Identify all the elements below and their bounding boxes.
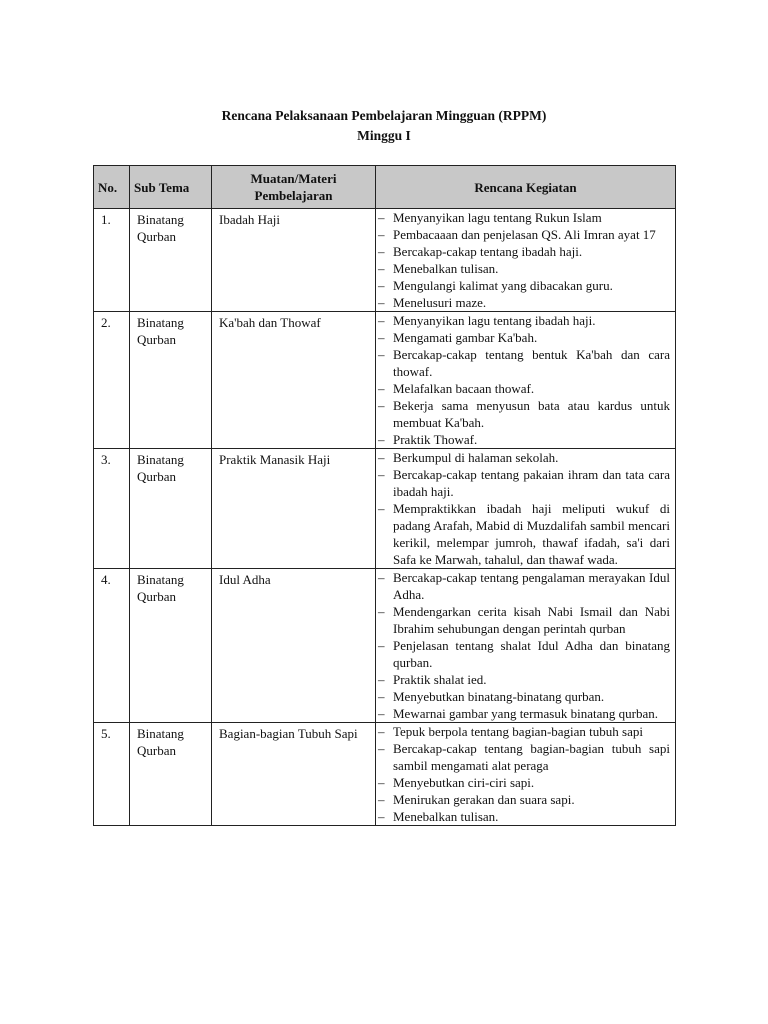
- sub-tema-cell: Binatang Qurban: [130, 449, 212, 569]
- kegiatan-cell: [376, 569, 676, 723]
- row-number: 1.: [94, 209, 130, 312]
- muatan-cell: [212, 209, 376, 312]
- table-row: [94, 312, 676, 449]
- kegiatan-item: – Bercakap-cakap tentang bentuk Ka'bah dan cara thowaf.: [376, 346, 675, 380]
- table-body: [94, 209, 676, 826]
- muatan-text: Praktik Manasik Haji: [219, 452, 331, 467]
- kegiatan-item: – Bercakap-cakap tentang ibadah haji.: [376, 243, 675, 260]
- kegiatan-item: – Mempraktikkan ibadah haji meliputi wukuf di padang Arafah, Mabid di Muzdalifah sambil mencari kerikil, melempar jumroh, thawaf ifadah, sa'i dari Safa ke Marwah, tahalul, dan thawaf wada.: [376, 500, 675, 568]
- muatan-text: Bagian-bagian Tubuh Sapi: [219, 726, 358, 741]
- table-row: [94, 449, 676, 569]
- muatan-text: Ka'bah dan Thowaf: [219, 315, 321, 330]
- kegiatan-item: – Mewarnai gambar yang termasuk binatang qurban.: [376, 705, 675, 722]
- kegiatan-cell: [376, 723, 676, 826]
- table-header-row: [94, 166, 676, 209]
- kegiatan-item: – Mengulangi kalimat yang dibacakan guru.: [376, 277, 675, 294]
- muatan-cell: [212, 569, 376, 723]
- header-sub-tema: Sub Tema: [130, 166, 212, 209]
- kegiatan-cell: [376, 209, 676, 312]
- row-number: 3.: [94, 449, 130, 569]
- row-number: 5.: [94, 723, 130, 826]
- kegiatan-cell: [376, 312, 676, 449]
- row-number: 4.: [94, 569, 130, 723]
- kegiatan-item: – Menirukan gerakan dan suara sapi.: [376, 791, 675, 808]
- kegiatan-item: – Pembacaaan dan penjelasan QS. Ali Imran ayat 17: [376, 226, 675, 243]
- kegiatan-cell: [376, 449, 676, 569]
- kegiatan-item: – Menebalkan tulisan.: [376, 260, 675, 277]
- kegiatan-item: – Bercakap-cakap tentang pakaian ihram dan tata cara ibadah haji.: [376, 466, 675, 500]
- kegiatan-item: – Menyanyikan lagu tentang Rukun Islam: [376, 209, 675, 226]
- muatan-text: Idul Adha: [219, 572, 271, 587]
- kegiatan-list: [376, 449, 675, 568]
- kegiatan-list: [376, 723, 675, 825]
- kegiatan-item: – Tepuk berpola tentang bagian-bagian tubuh sapi: [376, 723, 675, 740]
- kegiatan-item: – Penjelasan tentang shalat Idul Adha dan binatang qurban.: [376, 637, 675, 671]
- muatan-cell: [212, 312, 376, 449]
- rppm-table: [93, 165, 676, 826]
- kegiatan-list: [376, 209, 675, 311]
- kegiatan-item: – Bercakap-cakap tentang bagian-bagian tubuh sapi sambil mengamati alat peraga: [376, 740, 675, 774]
- sub-tema-cell: Binatang Qurban: [130, 569, 212, 723]
- kegiatan-item: – Bekerja sama menyusun bata atau kardus untuk membuat Ka'bah.: [376, 397, 675, 431]
- muatan-cell: [212, 449, 376, 569]
- kegiatan-item: – Menebalkan tulisan.: [376, 808, 675, 825]
- table-row: [94, 569, 676, 723]
- kegiatan-item: – Mendengarkan cerita kisah Nabi Ismail dan Nabi Ibrahim sehubungan dengan perintah qurban: [376, 603, 675, 637]
- sub-tema-cell: Binatang Qurban: [130, 312, 212, 449]
- kegiatan-list: [376, 312, 675, 448]
- kegiatan-item: – Menyanyikan lagu tentang ibadah haji.: [376, 312, 675, 329]
- document-subtitle: Minggu I: [357, 128, 411, 143]
- kegiatan-item: – Melafalkan bacaan thowaf.: [376, 380, 675, 397]
- kegiatan-item: – Menyebutkan ciri-ciri sapi.: [376, 774, 675, 791]
- header-muatan: Muatan/Materi Pembelajaran: [212, 166, 376, 209]
- kegiatan-item: – Praktik Thowaf.: [376, 431, 675, 448]
- table-row: [94, 209, 676, 312]
- kegiatan-item: – Berkumpul di halaman sekolah.: [376, 449, 675, 466]
- kegiatan-item: – Menyebutkan binatang-binatang qurban.: [376, 688, 675, 705]
- kegiatan-item: – Menelusuri maze.: [376, 294, 675, 311]
- table-row: [94, 723, 676, 826]
- document-title: Rencana Pelaksanaan Pembelajaran Mingguan (RPPM): [221, 108, 547, 123]
- header-no: No.: [94, 166, 130, 209]
- kegiatan-item: – Bercakap-cakap tentang pengalaman merayakan Idul Adha.: [376, 569, 675, 603]
- kegiatan-item: – Praktik shalat ied.: [376, 671, 675, 688]
- muatan-text: Ibadah Haji: [219, 212, 281, 227]
- kegiatan-item: – Mengamati gambar Ka'bah.: [376, 329, 675, 346]
- kegiatan-list: [376, 569, 675, 722]
- sub-tema-cell: Binatang Qurban: [130, 723, 212, 826]
- sub-tema-cell: Binatang Qurban: [130, 209, 212, 312]
- muatan-cell: [212, 723, 376, 826]
- row-number: 2.: [94, 312, 130, 449]
- header-kegiatan: Rencana Kegiatan: [376, 166, 676, 209]
